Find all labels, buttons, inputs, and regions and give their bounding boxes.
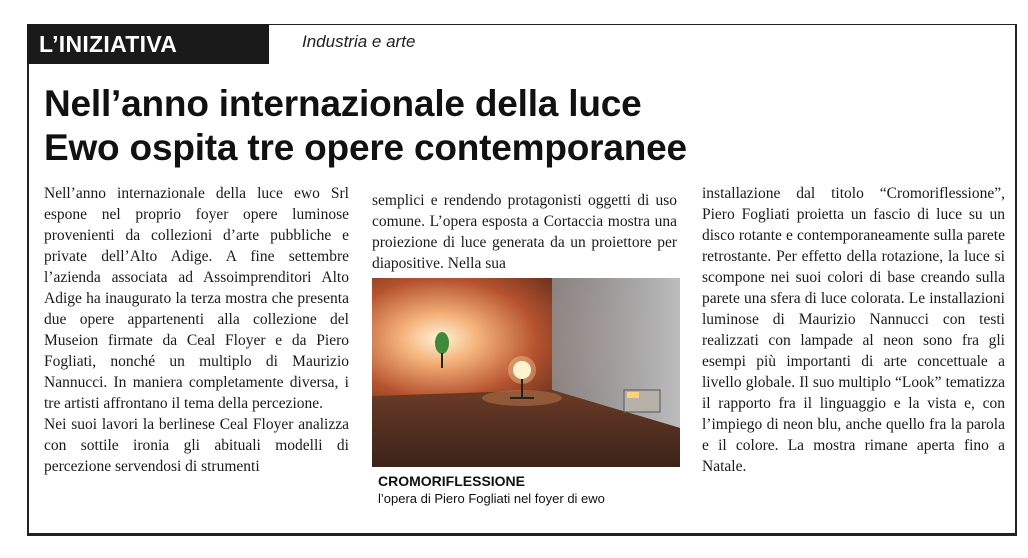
article-column-2: [372, 190, 677, 274]
photo-caption-text: l’opera di Piero Fogliati nel foyer di ewo: [378, 491, 605, 506]
paragraph: Nei suoi lavori la berlinese Ceal Floyer analizza con sottile ironia gli abituali modelli di percezione servendosi di strumenti: [44, 416, 349, 475]
photo-cromoriflessione: [372, 278, 680, 467]
headline-line-1: Nell’anno internazionale della luce: [44, 83, 642, 124]
paragraph: installazione dal titolo “Cromoriflessione”, Piero Fogliati proietta un fascio di luce su un disco rotante e contemporaneamente sulla parete retrostante. Per effetto della rotazione, la luce si scompone nei suoi colori di base creando sulla parete una sfera di luce colorata. Le installazioni luminose di Maurizio Nannucci con testi realizzati con lampade al neon sono fra gli esempi più importanti di arte concettuale a livello globale. Il suo multiplo “Look” tematizza il rapporto fra il linguaggio e la vista e, con l’impiego di neon blu, anche quello fra la parola e il colore. La mostra rimane aperta fino a Natale.: [702, 185, 1005, 475]
paragraph: semplici e rendendo protagonisti oggetti di uso comune. L’opera esposta a Cortaccia mostra una proiezione di luce generata da un proiettore per diapositive. Nella sua: [372, 192, 677, 272]
article-column-3: [702, 183, 1005, 477]
article-column-1: [44, 183, 349, 477]
installation-photo-graphic: [372, 278, 680, 467]
headline: [44, 82, 984, 170]
photo-caption-title: CROMORIFLESSIONE: [378, 473, 526, 489]
section-label: L’INIZIATIVA: [27, 24, 269, 64]
headline-line-2: Ewo ospita tre opere contemporanee: [44, 127, 687, 168]
section-topic: Industria e arte: [302, 32, 416, 51]
paragraph: Nell’anno internazionale della luce ewo Srl espone nel proprio foyer opere luminose provenienti da collezioni d’arte pubbliche e private dell’Alto Adige. A fine settembre l’azienda associata ad Assoimprenditori Alto Adige ha inaugurato la terza mostra che presenta due opere appartenenti alla collezione del Museion firmate da Ceal Floyer e da Piero Fogliati, nonché un multiplo di Maurizio Nannucci. In maniera completamente diversa, i tre artisti affrontano il tema della percezione.: [44, 185, 349, 412]
